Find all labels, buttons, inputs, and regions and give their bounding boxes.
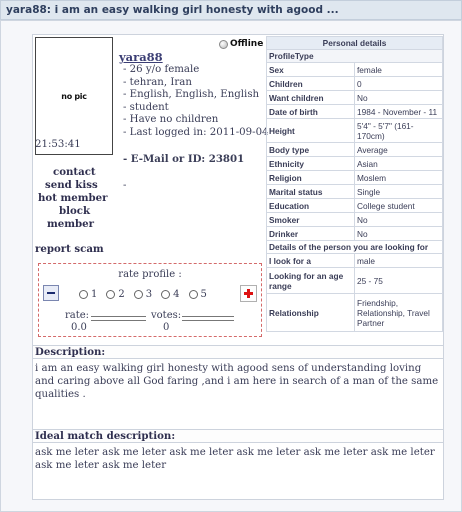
description-text: i am an easy walking girl honesty with agood sens of understanding loving and caring above all God faring ,and i am here in search of a man of the same qualities . — [35, 363, 439, 400]
detail-label: Education — [267, 199, 355, 213]
detail-value: 5'4" - 5'7" (161-170cm) — [355, 119, 443, 143]
detail-value: Asian — [355, 157, 443, 171]
rating-box — [38, 263, 262, 337]
detail-label: Sex — [267, 63, 355, 77]
rate-up-button[interactable] — [240, 285, 257, 302]
detail-label: Want children — [267, 91, 355, 105]
no-pic-label: no pic — [61, 91, 87, 101]
votes-bar — [182, 316, 234, 321]
rating-option-1[interactable]: 1 — [79, 289, 97, 300]
contact-link[interactable]: contact — [53, 166, 96, 178]
extra-info: - — [123, 180, 127, 191]
rating-option-2[interactable]: 2 — [106, 289, 124, 300]
rating-option-5[interactable]: 5 — [189, 289, 207, 300]
online-status — [219, 38, 263, 50]
detail-value: female — [355, 63, 443, 77]
detail-label: Marital status — [267, 185, 355, 199]
children-info: - Have no children — [123, 114, 219, 125]
age-gender: - 26 y/o female — [123, 64, 200, 75]
rate-bar — [91, 316, 146, 321]
rate-profile-title: rate profile : — [118, 269, 182, 280]
radio-icon[interactable] — [189, 290, 198, 299]
looking-label: Looking for an age range — [267, 268, 355, 294]
rating-options — [79, 289, 207, 300]
last-login-time: 21:53:41 — [35, 139, 81, 150]
votes-value: 0 — [163, 322, 170, 333]
languages: - English, English, English — [123, 89, 260, 100]
rate-value: 0.0 — [71, 322, 87, 333]
looking-label: Relationship — [267, 294, 355, 332]
detail-label: Body type — [267, 143, 355, 157]
detail-label: Drinker — [267, 227, 355, 241]
window-title: yara88: i am an easy walking girl honesty with agood ... — [0, 0, 462, 20]
detail-value: 1984 - November - 11 — [355, 105, 443, 119]
looking-value: Friendship, Relationship, Travel Partner — [355, 294, 443, 332]
detail-value: Single — [355, 185, 443, 199]
rate-down-button[interactable] — [43, 285, 59, 301]
radio-icon[interactable] — [79, 290, 88, 299]
profile-photo-placeholder[interactable] — [35, 37, 113, 155]
username-link[interactable]: yara88 — [119, 50, 163, 64]
occupation: - student — [123, 101, 169, 113]
detail-value: No — [355, 91, 443, 105]
profile-type-label: ProfileType — [267, 50, 443, 63]
detail-value: College student — [355, 199, 443, 213]
location: - tehran, Iran — [123, 76, 192, 88]
send-kiss-link[interactable]: send kiss — [45, 179, 98, 191]
email-id: - E-Mail or ID: 23801 — [123, 152, 245, 165]
detail-value: Moslem — [355, 171, 443, 185]
rating-option-4[interactable]: 4 — [161, 289, 179, 300]
looking-value: 25 - 75 — [355, 268, 443, 294]
ideal-match-section — [33, 429, 443, 475]
description-section — [33, 345, 443, 404]
detail-label: Height — [267, 119, 355, 143]
personal-details-table — [266, 36, 443, 332]
hot-member-link[interactable]: hot member — [38, 192, 108, 204]
detail-value: No — [355, 213, 443, 227]
detail-value: Average — [355, 143, 443, 157]
looking-value: male — [355, 254, 443, 268]
status-indicator-icon — [219, 40, 228, 49]
ideal-match-heading: Ideal match description: — [33, 429, 443, 443]
detail-value: 0 — [355, 77, 443, 91]
rating-option-3[interactable]: 3 — [134, 289, 152, 300]
radio-icon[interactable] — [161, 290, 170, 299]
looking-for-header: Details of the person you are looking for — [267, 241, 443, 254]
personal-details-header: Personal details — [267, 37, 443, 50]
status-label: Offline — [230, 39, 264, 49]
ideal-match-text: ask me leter ask me leter ask me leter ask me leter ask me leter ask me leter ask me leter ask me leter — [35, 447, 435, 471]
detail-value: No — [355, 227, 443, 241]
block-member-link-2[interactable]: member — [47, 218, 95, 230]
votes-label: votes: — [151, 310, 182, 321]
profile-actions — [35, 166, 130, 231]
rate-label: rate: — [65, 310, 90, 321]
radio-icon[interactable] — [106, 290, 115, 299]
description-heading: Description: — [33, 345, 443, 359]
detail-label: Religion — [267, 171, 355, 185]
block-member-link[interactable]: block — [59, 205, 91, 217]
report-scam-link[interactable]: report scam — [35, 243, 104, 255]
detail-label: Ethnicity — [267, 157, 355, 171]
radio-icon[interactable] — [134, 290, 143, 299]
detail-label: Smoker — [267, 213, 355, 227]
detail-label: Children — [267, 77, 355, 91]
looking-label: I look for a — [267, 254, 355, 268]
detail-label: Date of birth — [267, 105, 355, 119]
last-login: - Last logged in: 2011-09-04 — [123, 126, 269, 138]
